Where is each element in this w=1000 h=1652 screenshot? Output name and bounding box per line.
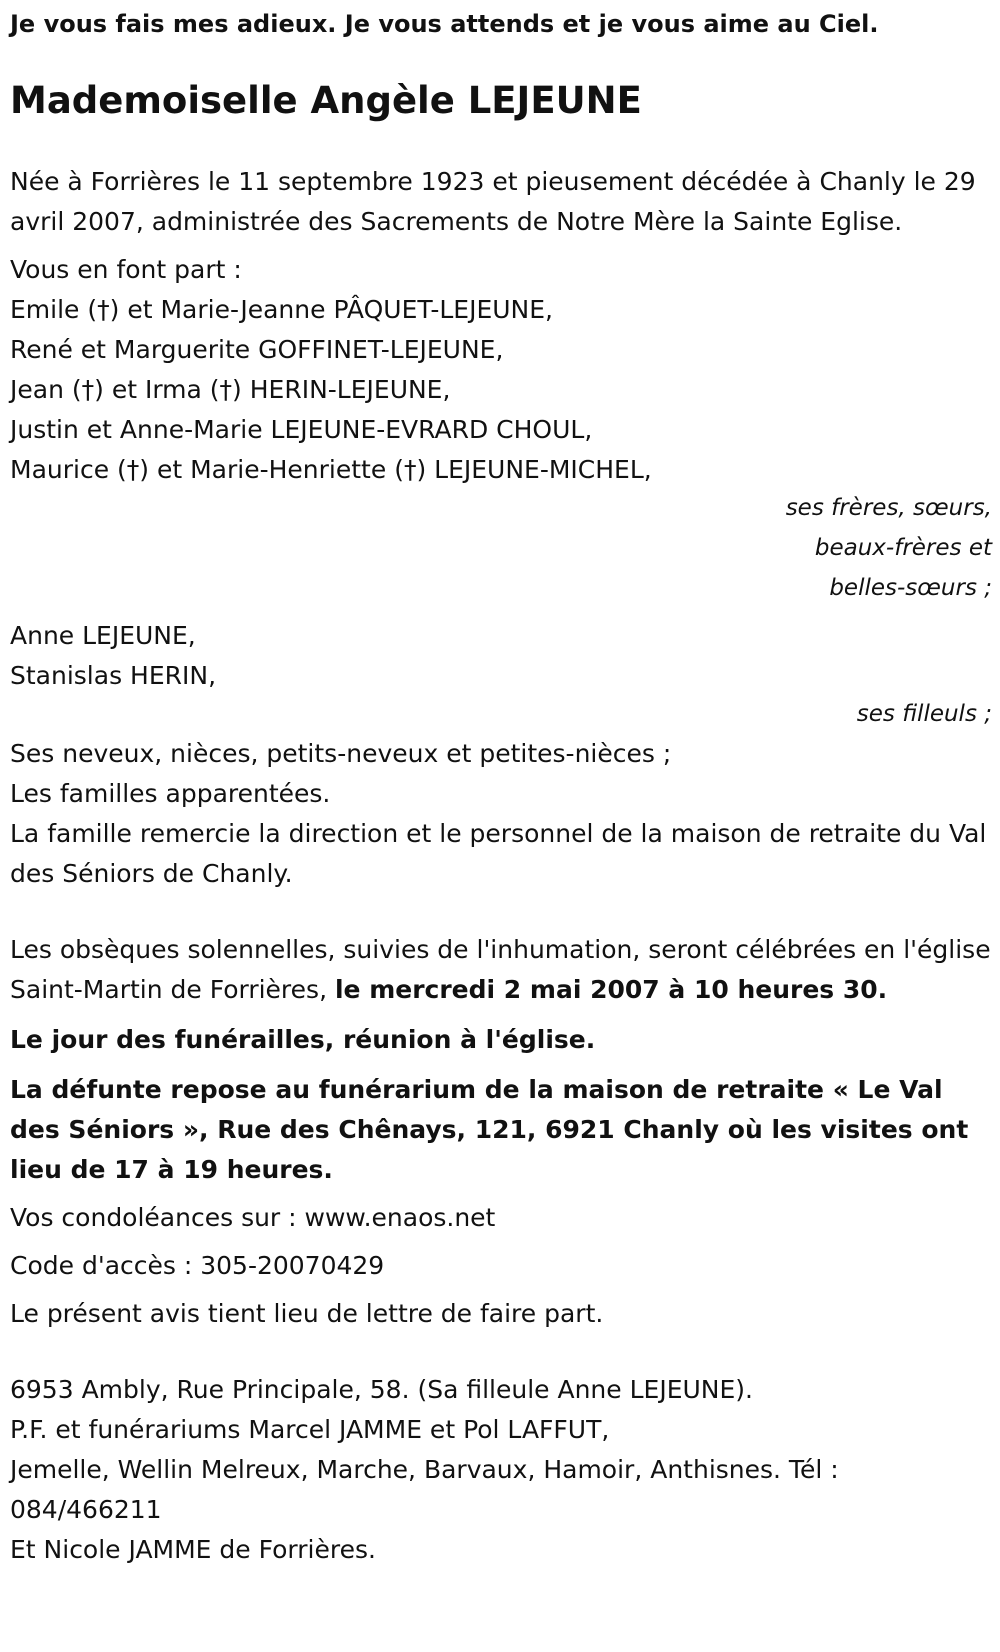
sibling-line: Maurice (†) et Marie-Henriette (†) LEJEUNE-MICHEL,	[10, 455, 652, 484]
siblings-role	[10, 488, 992, 608]
godchildren-block	[10, 616, 992, 734]
funeral-date: le mercredi 2 mai 2007 à 10 heures 30.	[334, 975, 888, 1004]
sibling-line: René et Marguerite GOFFINET-LEJEUNE,	[10, 335, 504, 364]
epigraph: Je vous fais mes adieux. Je vous attends et je vous aime au Ciel.	[10, 10, 879, 38]
godchild-line: Anne LEJEUNE,	[10, 621, 196, 650]
access-code-line: Code d'accès : 305-20070429	[10, 1251, 385, 1280]
role-line: beaux-frères et	[814, 535, 992, 561]
funeral-home-line: P.F. et funérariums Marcel JAMME et Pol LAFFUT,	[10, 1415, 610, 1444]
address-line: 6953 Ambly, Rue Principale, 58. (Sa filleule Anne LEJEUNE).	[10, 1375, 753, 1404]
notice-line: Le présent avis tient lieu de lettre de faire part.	[10, 1299, 604, 1328]
sibling-line: Justin et Anne-Marie LEJEUNE-EVRARD CHOUL,	[10, 415, 593, 444]
relatives-line: Ses neveux, nièces, petits-neveux et petites-nièces ;	[10, 739, 672, 768]
sibling-line: Jean (†) et Irma (†) HERIN-LEJEUNE,	[10, 375, 451, 404]
relatives-block	[10, 734, 992, 894]
meeting-paragraph: Le jour des funérailles, réunion à l'église.	[10, 1025, 596, 1054]
godchildren-role: ses filleuls ;	[856, 701, 992, 727]
announce-label: Vous en font part :	[10, 255, 242, 284]
funeral-home-line: Et Nicole JAMME de Forrières.	[10, 1535, 376, 1564]
repose-paragraph: La défunte repose au funérarium de la maison de retraite « Le Val des Séniors », Rue des Chênays, 121, 6921 Chanly où les visites ont lieu de 17 à 19 heures.	[10, 1075, 969, 1184]
role-line: belles-sœurs ;	[829, 575, 992, 601]
deceased-name: Mademoiselle Angèle LEJEUNE	[10, 79, 642, 122]
role-line: ses frères, sœurs,	[785, 495, 992, 521]
godchild-line: Stanislas HERIN,	[10, 661, 217, 690]
condolences-line: Vos condoléances sur : www.enaos.net	[10, 1203, 496, 1232]
funeral-text: Les obsèques solennelles, suivies de l'inhumation, seront célébrées en l'église Saint-Martin de Forrières,	[10, 935, 991, 1004]
funeral-home-line: Jemelle, Wellin Melreux, Marche, Barvaux, Hamoir, Anthisnes. Tél : 084/466211	[10, 1455, 839, 1524]
intro-paragraph: Née à Forrières le 11 septembre 1923 et pieusement décédée à Chanly le 29 avril 2007, administrée des Sacrements de Notre Mère la Sainte Eglise.	[10, 167, 976, 236]
relatives-line: Les familles apparentées.	[10, 779, 331, 808]
funeral-paragraph	[10, 930, 992, 1010]
contact-block	[10, 1370, 992, 1570]
thanks-paragraph: La famille remercie la direction et le personnel de la maison de retraite du Val des Séniors de Chanly.	[10, 819, 987, 888]
siblings-block	[10, 250, 992, 608]
sibling-line: Emile (†) et Marie-Jeanne PÂQUET-LEJEUNE,	[10, 295, 553, 324]
obituary-notice	[10, 0, 992, 1570]
